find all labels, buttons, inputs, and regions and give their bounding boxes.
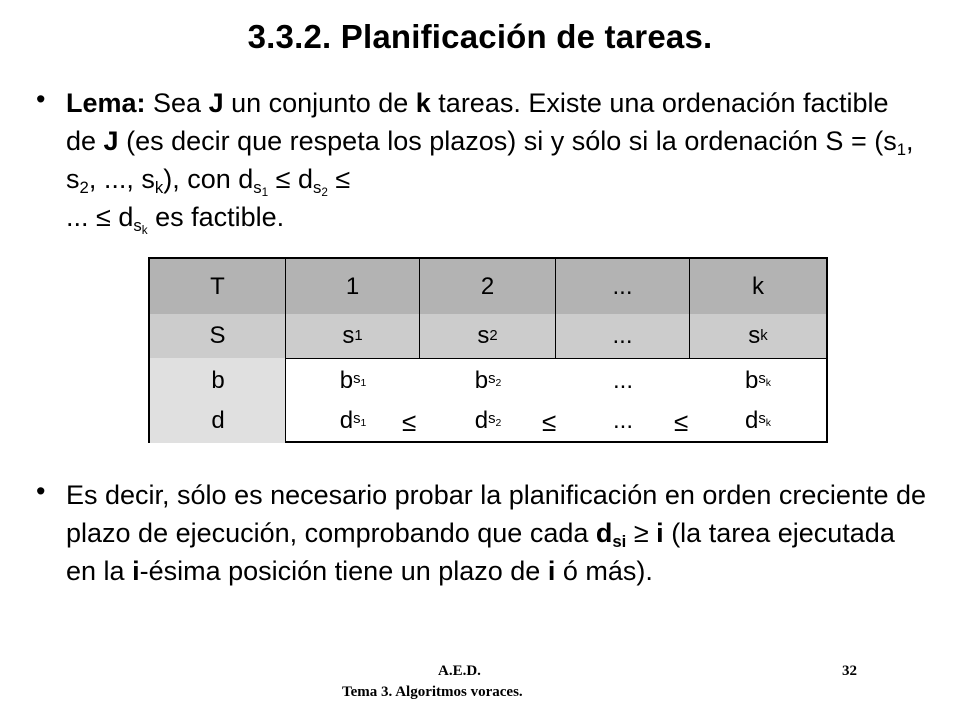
table-cell: s 1: [286, 314, 420, 358]
table-cell: S: [150, 314, 286, 358]
table-cell: b $s_1$: [339, 367, 367, 394]
table-cell: 1: [286, 259, 420, 314]
table-cell: ...: [612, 407, 633, 434]
table-cell: b: [211, 367, 225, 394]
bullet-marker: •: [36, 476, 46, 506]
conclusion-paragraph: Es decir, sólo es necesario probar la planificación en orden creciente de plazo de ejecución, comprobando que cada $d_{si} \ge i$ (la tarea ejecutada en la i-ésima posición tiene un plazo de i ó más).: [66, 480, 927, 586]
table-cell: d: [211, 407, 225, 434]
table-cell: ...: [556, 314, 690, 358]
table-cell: d $s_k$: [745, 407, 771, 434]
table-cell: k: [752, 272, 764, 300]
table-cell: ...: [612, 367, 633, 394]
table-cell: b $s_k$: [745, 367, 771, 394]
page-number: 32: [842, 663, 857, 679]
slide-title: 3.3.2. Planificación de tareas.: [247, 18, 713, 55]
table-cell: T: [150, 259, 286, 314]
table-cell: d $s_2$: [474, 407, 502, 434]
table-b-row: [150, 361, 826, 401]
table-cell: d $s_1$: [339, 407, 367, 434]
bullet-marker: •: [36, 84, 46, 114]
table-header-row: [150, 259, 826, 315]
table-s-row: [150, 314, 826, 359]
lema-label: Lema:: [66, 88, 146, 118]
leq-symbol: ≤: [402, 407, 417, 437]
leq-symbol: ≤: [542, 407, 557, 437]
lema-paragraph: Lema: Sea J un conjunto de k tareas. Existe una ordenación factible de J (es decir que respeta los plazos) si y sólo si la ordenación $S = (s_1$, $s_2$, ..., $s_k$), con $d_{s_1} \le d_{s_2}$ ≤ ... ≤ $d_{s_k}$ es factible.: [66, 88, 914, 237]
table-d-row: [150, 401, 826, 441]
footer-topic: Tema 3. Algoritmos voraces.: [342, 684, 523, 700]
table-cell: ...: [556, 259, 690, 314]
leq-symbol: ≤: [674, 407, 689, 437]
footer-course: A.E.D.: [438, 663, 481, 679]
table-cell: b $s_2$: [474, 367, 502, 394]
table-cell: s 2: [420, 314, 556, 358]
ordering-table: [148, 257, 828, 443]
table-cell: s k: [748, 322, 768, 349]
table-cell: 2: [420, 259, 556, 314]
